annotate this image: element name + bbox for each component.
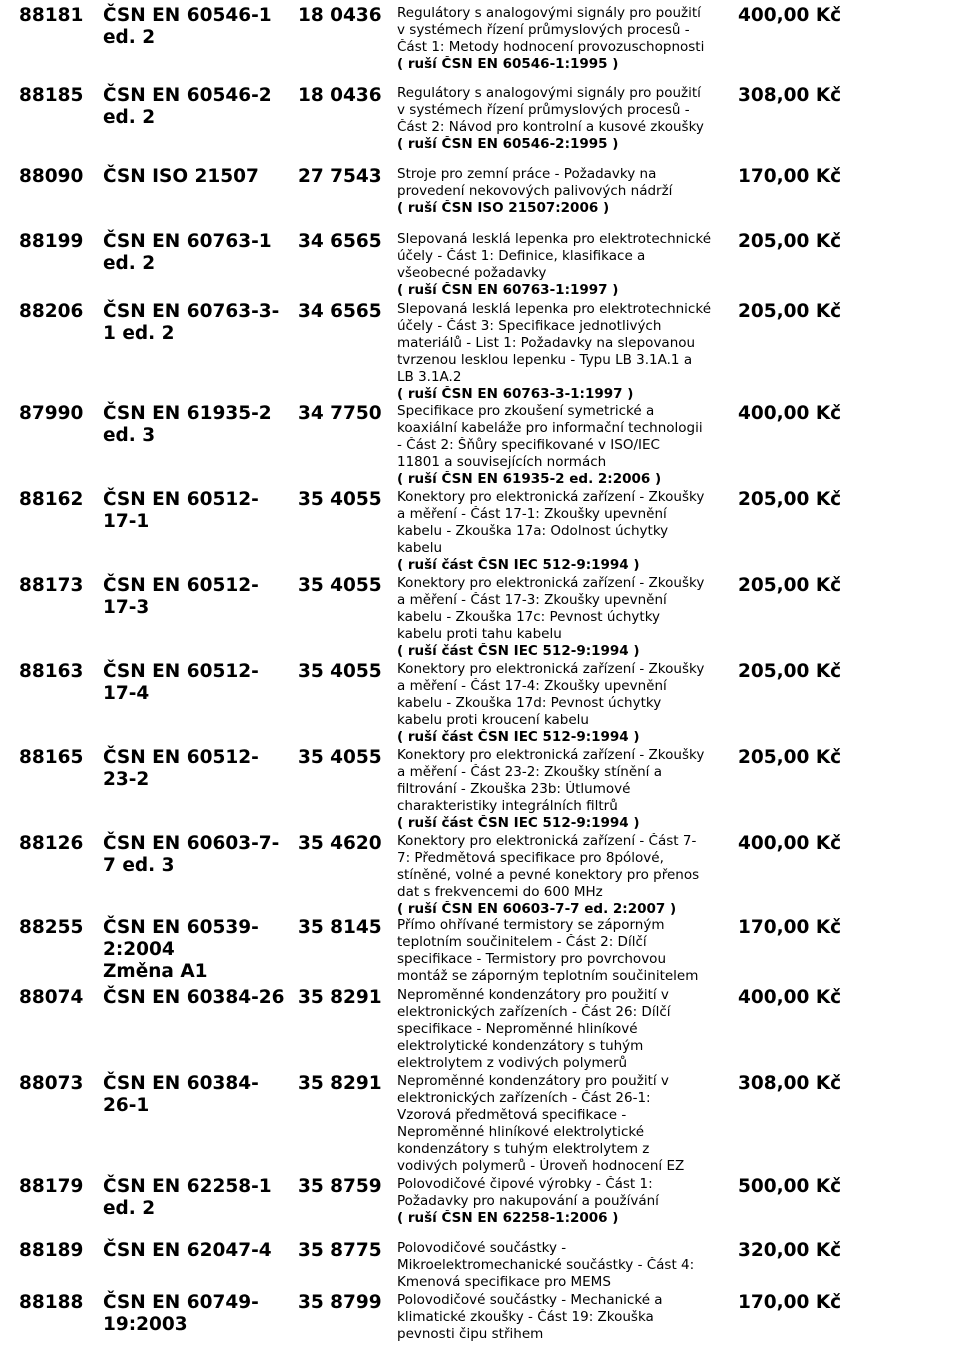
standard-designation-line: 23-2 — [103, 769, 150, 790]
title-line: pevnosti čipu střihem — [397, 1326, 544, 1342]
title-line: Mikroelektromechanické součástky - Část 4: — [397, 1257, 695, 1273]
title-line: Část 2: Návod pro kontrolní a kusové zkoušky — [397, 119, 704, 135]
title-line: provedení nekovových palivových nádrží — [397, 183, 673, 199]
catalog-number: 88074 — [19, 987, 84, 1008]
replaces-note: ( ruší část ČSN IEC 512-9:1994 ) — [397, 557, 640, 573]
standard-title — [397, 917, 724, 985]
title-line: 11801 a souvisejících normách — [397, 454, 607, 470]
standard-designation-line: ed. 2 — [103, 27, 156, 48]
title-line: Polovodičové součástky - Mechanické a — [397, 1292, 663, 1308]
standard-designation-line: ČSN EN 60384- — [103, 1073, 259, 1094]
title-line: a měření - Část 17-3: Zkoušky upevnění — [397, 592, 667, 608]
standard-designation-line: ed. 3 — [103, 425, 156, 446]
standard-title — [397, 987, 724, 1072]
title-line: Regulátory s analogovými signály pro použití — [397, 5, 701, 21]
standard-designation-line: 17-3 — [103, 597, 150, 618]
standard-title — [397, 166, 724, 217]
title-line: Kmenová specifikace pro MEMS — [397, 1274, 611, 1290]
standard-designation — [103, 1176, 278, 1220]
classification-code: 35 4055 — [298, 489, 382, 510]
title-line: Konektory pro elektronická zařízení - Zkoušky — [397, 661, 705, 677]
standard-designation-line: ed. 2 — [103, 253, 156, 274]
standard-designation — [103, 231, 278, 275]
standard-designation — [103, 166, 278, 188]
standard-designation-line: ČSN EN 62258-1 — [103, 1176, 272, 1197]
title-line: charakteristiky integrálních filtrů — [397, 798, 618, 814]
replaces-note: ( ruší ČSN EN 60603-7-7 ed. 2:2007 ) — [397, 901, 677, 917]
title-line: Konektory pro elektronická zařízení - Zkoušky — [397, 575, 705, 591]
standard-designation-line: ČSN EN 60546-2 — [103, 85, 272, 106]
standard-title — [397, 1292, 724, 1343]
price: 205,00 Kč — [738, 661, 842, 682]
standard-designation — [103, 833, 278, 877]
standard-designation — [103, 917, 278, 983]
title-line: Neproměnné kondenzátory pro použití v — [397, 987, 669, 1003]
catalog-number: 88199 — [19, 231, 84, 252]
standard-designation — [103, 1240, 278, 1262]
standard-title — [397, 489, 724, 574]
title-line: teplotním součinitelem - Část 2: Dílčí — [397, 934, 647, 950]
catalog-number: 88090 — [19, 166, 84, 187]
price: 400,00 Kč — [738, 833, 842, 854]
title-line: Slepovaná lesklá lepenka pro elektrotechnické — [397, 301, 712, 317]
standard-designation — [103, 575, 278, 619]
price: 170,00 Kč — [738, 1292, 842, 1313]
title-line: Polovodičové součástky - — [397, 1240, 567, 1256]
title-line: kabelu - Zkouška 17c: Pevnost úchytky — [397, 609, 661, 625]
standard-designation-line: ČSN ISO 21507 — [103, 166, 259, 187]
title-line: - Část 2: Šňůry specifikované v ISO/IEC — [397, 437, 660, 453]
standard-designation — [103, 403, 278, 447]
standard-designation-line: ČSN EN 61935-2 — [103, 403, 272, 424]
catalog-number: 88181 — [19, 5, 84, 26]
title-line: Regulátory s analogovými signály pro použití — [397, 85, 701, 101]
classification-code: 35 4055 — [298, 661, 382, 682]
standard-designation-line: ČSN EN 60384-26 — [103, 987, 285, 1008]
price: 205,00 Kč — [738, 747, 842, 768]
title-line: elektronických zařízeních - Část 26: Dílčí — [397, 1004, 671, 1020]
title-line: Část 1: Metody hodnocení provozuschopnosti — [397, 39, 705, 55]
title-line: dat s frekvencemi do 600 MHz — [397, 884, 603, 900]
standard-designation-line: 26-1 — [103, 1095, 150, 1116]
standard-title — [397, 1176, 724, 1227]
replaces-note: ( ruší ČSN EN 60546-1:1995 ) — [397, 56, 619, 72]
catalog-number: 88173 — [19, 575, 84, 596]
title-line: Neproměnné kondenzátory pro použití v — [397, 1073, 669, 1089]
title-line: všeobecné požadavky — [397, 265, 547, 281]
classification-code: 35 8799 — [298, 1292, 382, 1313]
catalog-number: 88126 — [19, 833, 84, 854]
title-line: účely - Část 1: Definice, klasifikace a — [397, 248, 646, 264]
title-line: v systémech řízení průmyslových procesů - — [397, 102, 690, 118]
title-line: klimatické zkoušky - Část 19: Zkouška — [397, 1309, 654, 1325]
price: 170,00 Kč — [738, 166, 842, 187]
standard-designation — [103, 747, 278, 791]
classification-code: 35 8291 — [298, 987, 382, 1008]
standard-designation — [103, 5, 278, 49]
classification-code: 27 7543 — [298, 166, 382, 187]
standard-title — [397, 231, 724, 299]
standard-designation-line: ed. 2 — [103, 1198, 156, 1219]
price: 400,00 Kč — [738, 987, 842, 1008]
catalog-number: 88163 — [19, 661, 84, 682]
catalog-number: 87990 — [19, 403, 84, 424]
replaces-note: ( ruší ČSN EN 60546-2:1995 ) — [397, 136, 619, 152]
standard-title — [397, 5, 724, 73]
catalog-number: 88162 — [19, 489, 84, 510]
standard-designation-line: ed. 2 — [103, 107, 156, 128]
title-line: Polovodičové čipové výrobky - Část 1: — [397, 1176, 653, 1192]
title-line: účely - Část 3: Specifikace jednotlivých — [397, 318, 662, 334]
classification-code: 18 0436 — [298, 5, 382, 26]
title-line: Konektory pro elektronická zařízení - Zkoušky — [397, 489, 705, 505]
standard-title — [397, 1073, 724, 1175]
replaces-note: ( ruší ČSN EN 62258-1:2006 ) — [397, 1210, 619, 1226]
classification-code: 34 7750 — [298, 403, 382, 424]
standard-title — [397, 833, 724, 918]
standard-designation-line: ČSN EN 62047-4 — [103, 1240, 272, 1261]
title-line: specifikace - Termistory pro povrchovou — [397, 951, 666, 967]
classification-code: 35 8291 — [298, 1073, 382, 1094]
title-line: Specifikace pro zkoušení symetrické a — [397, 403, 655, 419]
standard-designation — [103, 987, 285, 1009]
title-line: Stroje pro zemní práce - Požadavky na — [397, 166, 657, 182]
title-line: a měření - Část 23-2: Zkoušky stínění a — [397, 764, 662, 780]
standard-designation — [103, 1292, 278, 1336]
price: 320,00 Kč — [738, 1240, 842, 1261]
standard-designation — [103, 301, 278, 345]
title-line: kabelu proti kroucení kabelu — [397, 712, 589, 728]
standard-designation-line: ČSN EN 60763-3- — [103, 301, 280, 322]
price: 400,00 Kč — [738, 403, 842, 424]
standard-title — [397, 1240, 724, 1291]
catalog-number: 88073 — [19, 1073, 84, 1094]
standard-designation-line: 1 ed. 2 — [103, 323, 175, 344]
title-line: kabelu - Zkouška 17d: Pevnost úchytky — [397, 695, 662, 711]
standard-designation-line: ČSN EN 60512- — [103, 747, 259, 768]
title-line: a měření - Část 17-1: Zkoušky upevnění — [397, 506, 667, 522]
standard-designation-line: 7 ed. 3 — [103, 855, 175, 876]
classification-code: 35 4620 — [298, 833, 382, 854]
classification-code: 18 0436 — [298, 85, 382, 106]
title-line: Požadavky pro nakupování a používání — [397, 1193, 659, 1209]
standard-designation-line: ČSN EN 60539- — [103, 917, 259, 938]
standard-designation-line: 17-4 — [103, 683, 150, 704]
replaces-note: ( ruší ČSN ISO 21507:2006 ) — [397, 200, 610, 216]
replaces-note: ( ruší část ČSN IEC 512-9:1994 ) — [397, 729, 640, 745]
price: 308,00 Kč — [738, 1073, 842, 1094]
replaces-note: ( ruší část ČSN IEC 512-9:1994 ) — [397, 815, 640, 831]
price: 170,00 Kč — [738, 917, 842, 938]
standard-title — [397, 661, 724, 746]
standard-title — [397, 403, 724, 488]
title-line: montáž se záporným teplotním součinitelem — [397, 968, 699, 984]
catalog-number: 88206 — [19, 301, 84, 322]
catalog-number: 88188 — [19, 1292, 84, 1313]
title-line: specifikace - Neproměnné hliníkové — [397, 1021, 638, 1037]
title-line: v systémech řízení průmyslových procesů - — [397, 22, 690, 38]
classification-code: 35 4055 — [298, 747, 382, 768]
title-line: elektronických zařízeních - Část 26-1: — [397, 1090, 651, 1106]
standard-title — [397, 747, 724, 832]
catalog-number: 88185 — [19, 85, 84, 106]
standard-title — [397, 85, 724, 153]
title-line: Vzorová předmětová specifikace - — [397, 1107, 627, 1123]
standard-designation-line: ČSN EN 60763-1 — [103, 231, 272, 252]
title-line: koaxiální kabeláže pro informační technologii — [397, 420, 703, 436]
price: 205,00 Kč — [738, 231, 842, 252]
standard-designation — [103, 1073, 278, 1117]
replaces-note: ( ruší ČSN EN 60763-1:1997 ) — [397, 282, 619, 298]
standard-designation-line: 19:2003 — [103, 1314, 188, 1335]
standard-designation-line: ČSN EN 60603-7- — [103, 833, 280, 854]
price: 205,00 Kč — [738, 575, 842, 596]
title-line: elektrolytem z vodivých polymerů — [397, 1055, 628, 1071]
title-line: Neproměnné hliníkové elektrolytické — [397, 1124, 645, 1140]
title-line: Konektory pro elektronická zařízení - Zkoušky — [397, 747, 705, 763]
replaces-note: ( ruší ČSN EN 61935-2 ed. 2:2006 ) — [397, 471, 662, 487]
classification-code: 35 8145 — [298, 917, 382, 938]
standard-designation-line: ČSN EN 60749- — [103, 1292, 259, 1313]
title-line: 7: Předmětová specifikace pro 8pólové, — [397, 850, 664, 866]
catalog-number: 88179 — [19, 1176, 84, 1197]
title-line: filtrování - Zkouška 23b: Útlumové — [397, 781, 631, 797]
standard-designation — [103, 85, 278, 129]
standard-designation — [103, 489, 278, 533]
classification-code: 34 6565 — [298, 231, 382, 252]
standard-designation — [103, 661, 278, 705]
title-line: vodivých polymerů - Úroveň hodnocení EZ — [397, 1158, 685, 1174]
title-line: Konektory pro elektronická zařízení - Část 7- — [397, 833, 697, 849]
standard-designation-line: 2:2004 — [103, 939, 175, 960]
standard-designation-line: ČSN EN 60512- — [103, 575, 259, 596]
title-line: LB 3.1A.2 — [397, 369, 462, 385]
catalog-number: 88165 — [19, 747, 84, 768]
replaces-note: ( ruší část ČSN IEC 512-9:1994 ) — [397, 643, 640, 659]
title-line: kabelu - Zkouška 17a: Odolnost úchytky — [397, 523, 669, 539]
price: 400,00 Kč — [738, 5, 842, 26]
price: 205,00 Kč — [738, 301, 842, 322]
standard-title — [397, 575, 724, 660]
title-line: tvrzenou lesklou lepenku - Typu LB 3.1A.1 a — [397, 352, 693, 368]
price: 500,00 Kč — [738, 1176, 842, 1197]
title-line: kabelu proti tahu kabelu — [397, 626, 562, 642]
standard-designation-line: Změna A1 — [103, 961, 208, 982]
replaces-note: ( ruší ČSN EN 60763-3-1:1997 ) — [397, 386, 634, 402]
classification-code: 35 4055 — [298, 575, 382, 596]
catalog-number: 88255 — [19, 917, 84, 938]
classification-code: 34 6565 — [298, 301, 382, 322]
classification-code: 35 8775 — [298, 1240, 382, 1261]
title-line: stíněné, volné a pevné konektory pro přenos — [397, 867, 700, 883]
title-line: a měření - Část 17-4: Zkoušky upevnění — [397, 678, 667, 694]
catalog-number: 88189 — [19, 1240, 84, 1261]
title-line: elektrolytické kondenzátory s tuhým — [397, 1038, 644, 1054]
price: 205,00 Kč — [738, 489, 842, 510]
standard-designation-line: 17-1 — [103, 511, 150, 532]
standard-title — [397, 301, 724, 403]
standard-designation-line: ČSN EN 60512- — [103, 489, 259, 510]
standard-designation-line: ČSN EN 60546-1 — [103, 5, 272, 26]
title-line: kondenzátory s tuhým elektrolytem z — [397, 1141, 650, 1157]
standard-designation-line: ČSN EN 60512- — [103, 661, 259, 682]
title-line: materiálů - List 1: Požadavky na slepovanou — [397, 335, 696, 351]
classification-code: 35 8759 — [298, 1176, 382, 1197]
title-line: Přímo ohřívané termistory se záporným — [397, 917, 665, 933]
price: 308,00 Kč — [738, 85, 842, 106]
title-line: kabelu — [397, 540, 443, 556]
title-line: Slepovaná lesklá lepenka pro elektrotechnické — [397, 231, 712, 247]
